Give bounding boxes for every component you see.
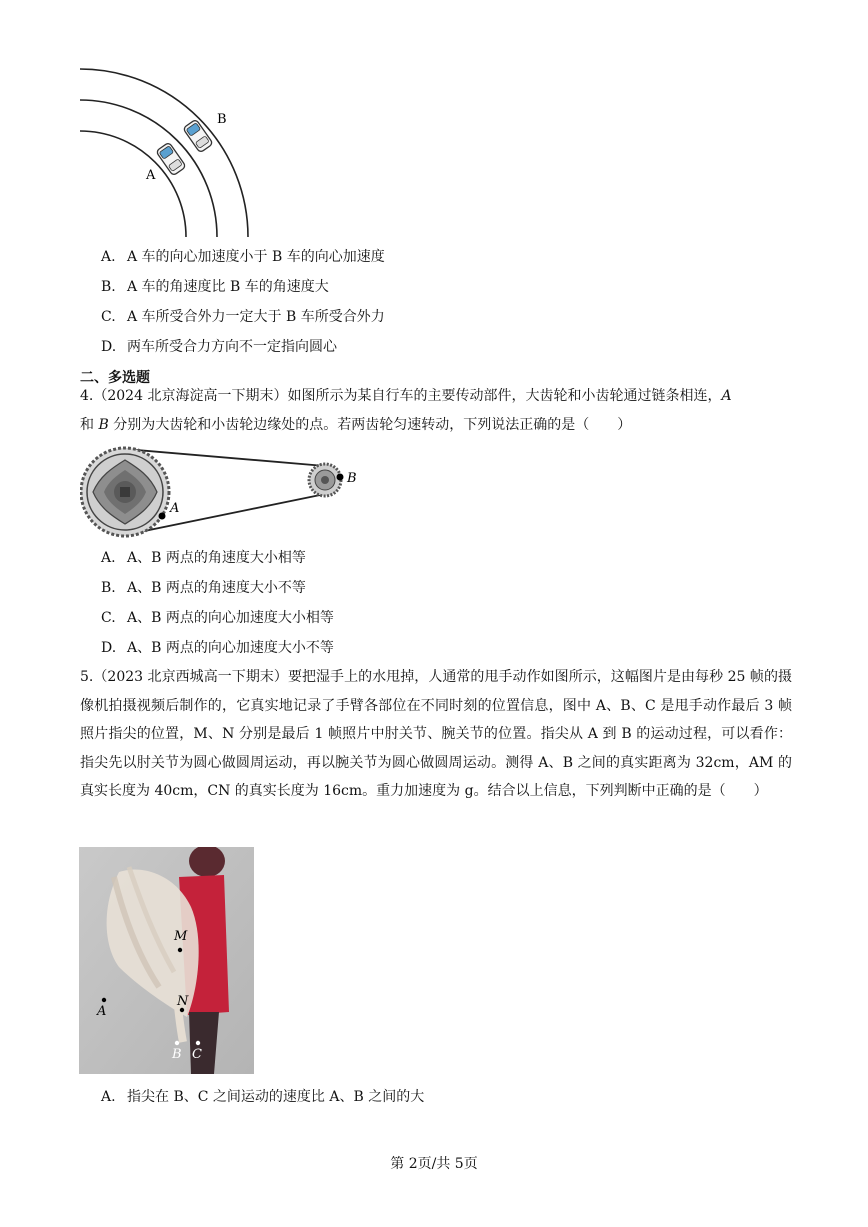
point-c-dot: [196, 1041, 200, 1045]
point-n-label: N: [177, 994, 189, 1009]
point-b-label: B: [347, 471, 357, 486]
q3-option-a[interactable]: A. A 车的向心加速度小于 B 车的向心加速度: [101, 249, 385, 265]
point-a-label: A: [97, 1004, 107, 1019]
car-a-icon: [156, 142, 186, 176]
q3-option-c[interactable]: C. A 车所受合外力一定大于 B 车所受合外力: [101, 309, 385, 325]
large-gear-icon: [81, 448, 169, 536]
car-b-label: B: [217, 112, 227, 127]
point-a-dot: [102, 998, 106, 1002]
point-b-dot: [337, 474, 344, 481]
q5-stem: 5.（2023 北京西城高一下期末）要把湿手上的水甩掉，人通常的甩手动作如图所示，这幅图片是由每秒 25 帧的摄像机拍摄视频后制作的，它真实地记录了手臂各部位在不同时刻的位置信息，图中 A、B、C 是甩手动作最后 3 帧照片指尖的位置，M、N 分别是最后 1 帧照片中肘关节、腕关节的位置。指尖从 A 到 B 的运动过程，可以看作：指尖先以肘关节为圆心做圆周运动，再以腕关节为圆心做圆周运动。测得 A、B 之间的真实距离为 32cm，AM 的真实长度为 40cm，CN 的真实长度为 16cm。重力加速度为 g。结合以上信息，下列判断中正确的是（ ）: [80, 669, 792, 799]
q3-option-b[interactable]: B. A 车的角速度比 B 车的角速度大: [101, 279, 329, 295]
q4-option-a[interactable]: A. A、B 两点的角速度大小相等: [101, 550, 306, 566]
small-gear-icon: [309, 464, 341, 496]
point-m-dot: [178, 948, 182, 952]
point-b-label: B: [172, 1047, 182, 1062]
q4-option-b[interactable]: B. A、B 两点的角速度大小不等: [101, 580, 306, 596]
car-b-icon: [183, 119, 213, 153]
hand-shake-photo: [79, 847, 254, 1074]
point-a-dot: [159, 513, 166, 520]
q5-option-a[interactable]: A. 指尖在 B、C 之间运动的速度比 A、B 之间的大: [101, 1089, 425, 1105]
q3-option-d[interactable]: D. 两车所受合力方向不一定指向圆心: [101, 339, 337, 355]
point-c-label: C: [192, 1047, 202, 1062]
q4-stem: 4.（2024 北京海淀高一下期末）如图所示为某自行车的主要传动部件，大齿轮和小齿轮通过链条相连，A 和 B 分别为大齿轮和小齿轮边缘处的点。若两齿轮匀速转动，下列说法正确的是（ ）: [80, 388, 732, 433]
bicycle-gear-figure: [80, 446, 365, 538]
q4-option-d[interactable]: D. A、B 两点的向心加速度大小不等: [101, 640, 334, 656]
section-title: 二、多选题: [80, 370, 150, 386]
point-m-label: M: [174, 929, 188, 944]
q4-option-c[interactable]: C. A、B 两点的向心加速度大小相等: [101, 610, 334, 626]
page-footer: 第 2页/共 5页: [390, 1156, 478, 1172]
point-a-label: A: [170, 501, 180, 516]
point-b-dot: [175, 1041, 179, 1045]
car-a-label: A: [146, 168, 156, 183]
road-cars-figure: [78, 62, 268, 240]
